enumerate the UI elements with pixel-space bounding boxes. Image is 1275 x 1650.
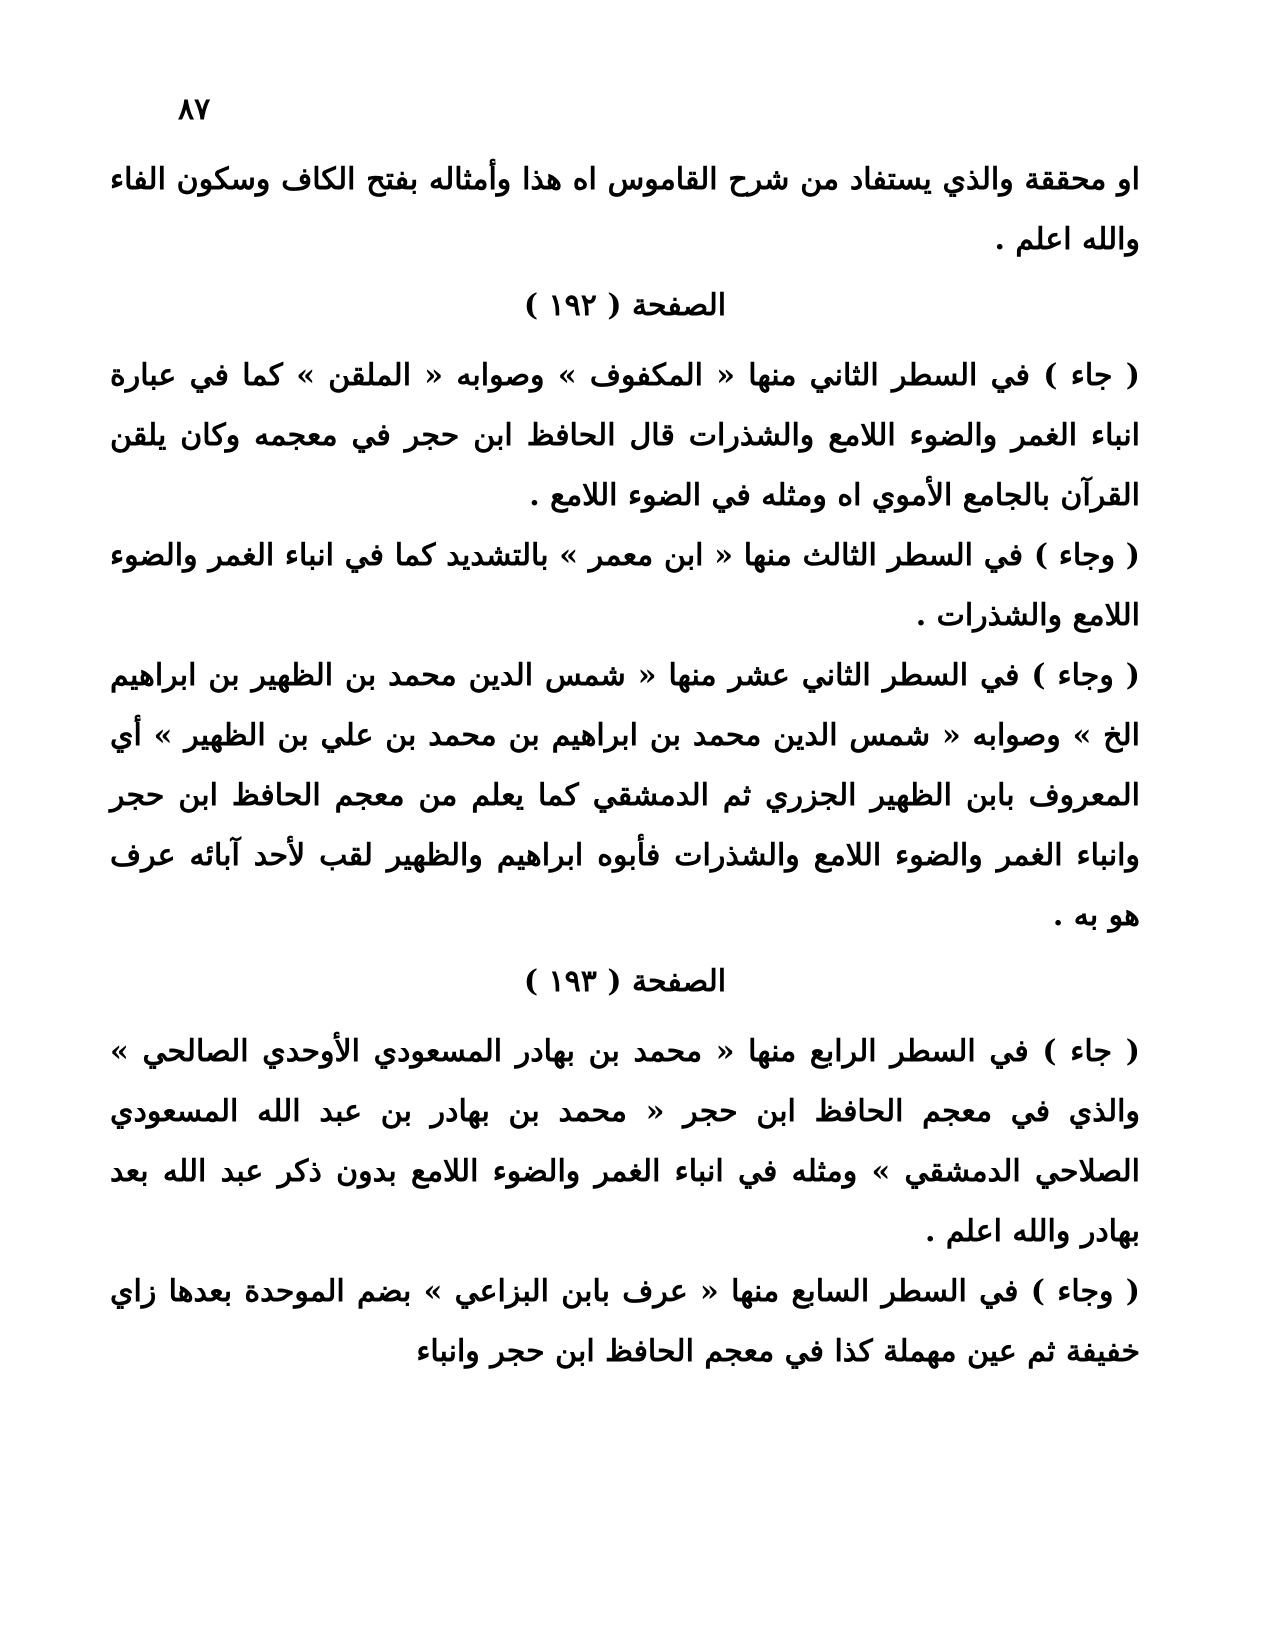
body-text	[110, 150, 1140, 1382]
page-number: ٨٧	[178, 92, 211, 127]
paragraph: او محققة والذي يستفاد من شرح القاموس اه هذا وأمثاله بفتح الكاف وسكون الفاء والله اعلم .	[110, 162, 1140, 257]
paragraph: ( وجاء ) في السطر السابع منها « عرف بابن البزاعي » بضم الموحدة بعدها زاي خفيفة ثم عين مهملة كذا في معجم الحافظ ابن حجر وانباء	[110, 1274, 1140, 1369]
paragraph: ( وجاء ) في السطر الثالث منها « ابن معمر » بالتشديد كما في انباء الغمر والضوء اللامع والشذرات .	[110, 538, 1140, 633]
paragraph: ( جاء ) في السطر الرابع منها « محمد بن بهادر المسعودي الأوحدي الصالحي » والذي في معجم الحافظ ابن حجر « محمد بن بهادر بن عبد الله المسعودي الصلاحي الدمشقي » ومثله في انباء الغمر والضوء اللامع بدون ذكر عبد الله بعد بهادر والله اعلم .	[110, 1034, 1140, 1249]
paragraph: ( وجاء ) في السطر الثاني عشر منها « شمس الدين محمد بن الظهير بن ابراهيم الخ » وصوابه « شمس الدين محمد بن ابراهيم بن محمد بن علي بن الظهير » أي المعروف بابن الظهير الجزري ثم الدمشقي كما يعلم من معجم الحافظ ابن حجر وانباء الغمر والضوء اللامع والشذرات فأبوه ابراهيم والظهير لقب لأحد آبائه عرف هو به .	[110, 658, 1140, 933]
paragraph: ( جاء ) في السطر الثاني منها « المكفوف » وصوابه « الملقن » كما في عبارة انباء الغمر والضوء اللامع والشذرات قال الحافظ ابن حجر في معجمه وكان يلقن القرآن بالجامع الأموي اه ومثله في الضوء اللامع .	[110, 358, 1140, 513]
section-heading: الصفحة ( ١٩٢ )	[523, 288, 727, 323]
section-heading: الصفحة ( ١٩٣ )	[523, 964, 727, 999]
